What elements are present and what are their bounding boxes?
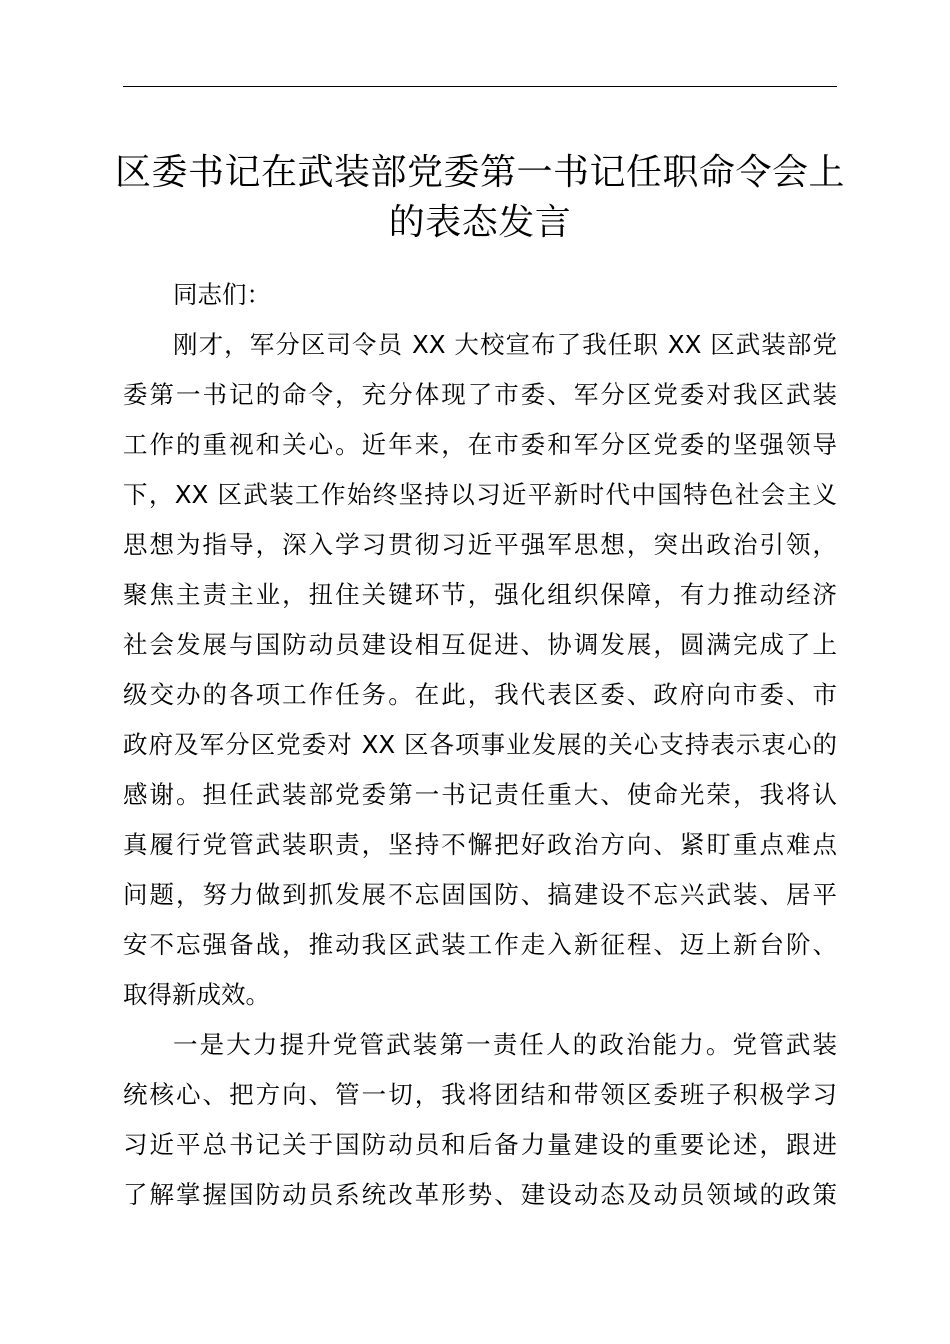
text-line: 工作的重视和关心。近年来，在市委和军分区党委的坚强领导 [123,430,837,459]
text-line: 思想为指导，深入学习贯彻习近平强军思想，突出政治引领， [123,530,837,559]
header-rule [123,86,837,87]
text-line: 感谢。担任武装部党委第一书记责任重大、使命光荣，我将认 [123,780,837,809]
paragraph-2 [123,1020,837,1220]
document-body [123,270,837,1220]
text-line: 聚焦主责主业，扭住关键环节，强化组织保障，有力推动经济 [123,580,837,609]
text-line: 真履行党管武装职责，坚持不懈把好政治方向、紧盯重点难点 [123,830,837,859]
text-line: 习近平总书记关于国防动员和后备力量建设的重要论述，跟进 [123,1130,837,1159]
text-line: 取得新成效。 [123,980,270,1009]
paragraph-1 [123,320,837,1020]
text-line: 政府及军分区党委对 XX 区各项事业发展的关心支持表示衷心的 [123,730,837,759]
text-line: 社会发展与国防动员建设相互促进、协调发展，圆满完成了上 [123,630,837,659]
salutation: 同志们： [173,280,271,309]
text-line: 委第一书记的命令，充分体现了市委、军分区党委对我区武装 [123,380,837,409]
text-line: 统核心、把方向、管一切，我将团结和带领区委班子积极学习 [123,1080,837,1109]
title-line-2: 的表态发言 [388,202,572,243]
text-line: 一是大力提升党管武装第一责任人的政治能力。党管武装 [173,1030,837,1059]
document-title [110,148,850,248]
text-line: 了解掌握国防动员系统改革形势、建设动态及动员领域的政策 [123,1180,837,1209]
text-line: 刚才，军分区司令员 XX 大校宣布了我任职 XX 区武装部党 [173,330,837,359]
text-line: 级交办的各项工作任务。在此，我代表区委、政府向市委、市 [123,680,837,709]
text-line: 安不忘强备战，推动我区武装工作走入新征程、迈上新台阶、 [123,930,837,959]
title-line-1: 区委书记在武装部党委第一书记任职命令会上 [114,152,845,193]
text-line: 问题，努力做到抓发展不忘固国防、搞建设不忘兴武装、居平 [123,880,837,909]
text-line: 下，XX 区武装工作始终坚持以习近平新时代中国特色社会主义 [123,480,837,509]
